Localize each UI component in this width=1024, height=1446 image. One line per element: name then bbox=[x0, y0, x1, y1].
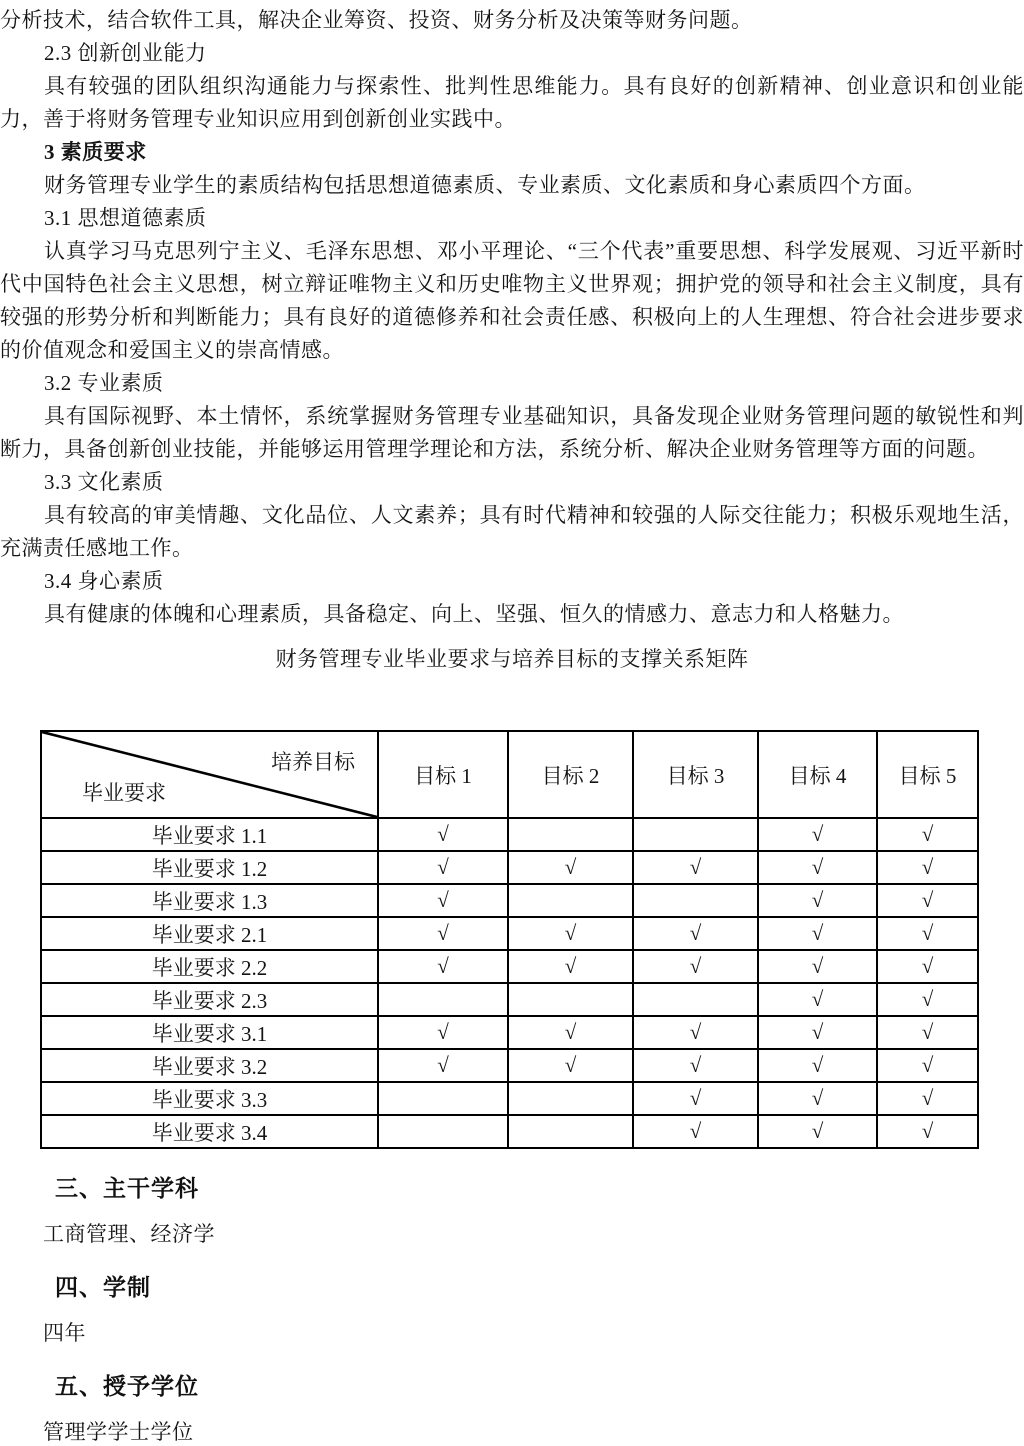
matrix-row-label: 毕业要求 3.1 bbox=[41, 1016, 378, 1049]
matrix-col-header: 目标 1 bbox=[378, 731, 508, 818]
paragraph: 分析技术，结合软件工具，解决企业筹资、投资、财务分析及决策等财务问题。 bbox=[0, 8, 753, 32]
matrix-col-header: 目标 3 bbox=[633, 731, 758, 818]
paragraph: 财务管理专业学生的素质结构包括思想道德素质、专业素质、文化素质和身心素质四个方面。 bbox=[44, 173, 926, 197]
section-body-duration: 四年 bbox=[43, 1321, 86, 1345]
matrix-check-cell: √ bbox=[378, 818, 508, 851]
matrix-check-cell bbox=[378, 1115, 508, 1148]
matrix-check-cell: √ bbox=[508, 851, 633, 884]
section-body-main-disciplines: 工商管理、经济学 bbox=[43, 1222, 215, 1246]
table-row bbox=[41, 1016, 978, 1049]
paragraph: 具有健康的体魄和心理素质，具备稳定、向上、坚强、恒久的情感力、意志力和人格魅力。 bbox=[44, 602, 904, 626]
matrix-check-cell: √ bbox=[633, 950, 758, 983]
section-body-degree: 管理学学士学位 bbox=[43, 1420, 194, 1444]
matrix-check-cell: √ bbox=[877, 983, 978, 1016]
paragraph: 具有较强的团队组织沟通能力与探索性、批判性思维能力。具有良好的创新精神、创业意识和创业能力，善于将财务管理专业知识应用到创新创业实践中。 bbox=[0, 74, 1024, 131]
matrix-row-label: 毕业要求 3.3 bbox=[41, 1082, 378, 1115]
table-row bbox=[41, 851, 978, 884]
subsection-heading-3-4: 3.4 身心素质 bbox=[44, 569, 164, 593]
table-row bbox=[41, 917, 978, 950]
subsection-heading-3-2: 3.2 专业素质 bbox=[44, 371, 164, 395]
paragraph: 具有较高的审美情趣、文化品位、人文素养；具有时代精神和较强的人际交往能力；积极乐观地生活，充满责任感地工作。 bbox=[0, 503, 1024, 560]
matrix-check-cell: √ bbox=[877, 1115, 978, 1148]
paragraph: 具有国际视野、本土情怀，系统掌握财务管理专业基础知识，具备发现企业财务管理问题的敏锐性和判断力，具备创新创业技能，并能够运用管理学理论和方法，系统分析、解决企业财务管理等方面的问题。 bbox=[0, 404, 1024, 461]
matrix-check-cell: √ bbox=[378, 1049, 508, 1082]
subsection-heading-2-3: 2.3 创新创业能力 bbox=[44, 41, 207, 65]
matrix-check-cell bbox=[633, 818, 758, 851]
matrix-check-cell bbox=[508, 983, 633, 1016]
matrix-check-cell: √ bbox=[758, 884, 877, 917]
matrix-check-cell: √ bbox=[378, 1016, 508, 1049]
section-heading-duration: 四、学制 bbox=[55, 1274, 151, 1300]
matrix-check-cell: √ bbox=[877, 851, 978, 884]
matrix-check-cell bbox=[508, 1082, 633, 1115]
paragraph: 认真学习马克思列宁主义、毛泽东思想、邓小平理论、“三个代表”重要思想、科学发展观、习近平新时代中国特色社会主义思想，树立辩证唯物主义和历史唯物主义世界观；拥护党的领导和社会主义制度，具有较强的形势分析和判断能力；具有良好的道德修养和社会责任感、积极向上的人生理想、符合社会进步要求的价值观念和爱国主义的崇高情感。 bbox=[0, 239, 1024, 362]
matrix-check-cell: √ bbox=[508, 1016, 633, 1049]
matrix-check-cell: √ bbox=[508, 917, 633, 950]
matrix-check-cell bbox=[633, 884, 758, 917]
table-row bbox=[41, 983, 978, 1016]
matrix-col-header: 目标 4 bbox=[758, 731, 877, 818]
matrix-check-cell: √ bbox=[877, 1082, 978, 1115]
table-row bbox=[41, 1082, 978, 1115]
matrix-check-cell bbox=[378, 983, 508, 1016]
matrix-col-header: 目标 2 bbox=[508, 731, 633, 818]
matrix-check-cell: √ bbox=[508, 950, 633, 983]
table-row bbox=[41, 818, 978, 851]
table-row bbox=[41, 884, 978, 917]
support-matrix-table bbox=[40, 730, 979, 1149]
matrix-check-cell bbox=[378, 1082, 508, 1115]
matrix-check-cell bbox=[508, 818, 633, 851]
subsection-heading-3-3: 3.3 文化素质 bbox=[44, 470, 164, 494]
section-heading-3: 3 素质要求 bbox=[44, 140, 147, 164]
matrix-corner-cell bbox=[41, 731, 378, 818]
matrix-header-row bbox=[41, 731, 978, 818]
section-heading-main-disciplines: 三、主干学科 bbox=[55, 1175, 199, 1201]
matrix-check-cell: √ bbox=[633, 1082, 758, 1115]
matrix-col-header: 目标 5 bbox=[877, 731, 978, 818]
matrix-check-cell: √ bbox=[877, 917, 978, 950]
matrix-check-cell bbox=[508, 1115, 633, 1148]
matrix-check-cell bbox=[633, 983, 758, 1016]
matrix-row-label: 毕业要求 1.2 bbox=[41, 851, 378, 884]
table-row bbox=[41, 1115, 978, 1148]
matrix-check-cell: √ bbox=[378, 917, 508, 950]
matrix-row-label: 毕业要求 1.3 bbox=[41, 884, 378, 917]
matrix-check-cell: √ bbox=[633, 1049, 758, 1082]
matrix-check-cell: √ bbox=[758, 1115, 877, 1148]
matrix-row-label: 毕业要求 2.2 bbox=[41, 950, 378, 983]
matrix-row-label: 毕业要求 1.1 bbox=[41, 818, 378, 851]
matrix-check-cell: √ bbox=[378, 851, 508, 884]
matrix-check-cell bbox=[508, 884, 633, 917]
matrix-check-cell: √ bbox=[758, 917, 877, 950]
matrix-check-cell: √ bbox=[877, 1016, 978, 1049]
matrix-check-cell: √ bbox=[633, 917, 758, 950]
matrix-row-label: 毕业要求 2.1 bbox=[41, 917, 378, 950]
table-row bbox=[41, 1049, 978, 1082]
matrix-check-cell: √ bbox=[758, 950, 877, 983]
matrix-check-cell: √ bbox=[877, 884, 978, 917]
matrix-check-cell: √ bbox=[758, 1082, 877, 1115]
matrix-row-label: 毕业要求 2.3 bbox=[41, 983, 378, 1016]
matrix-check-cell: √ bbox=[758, 851, 877, 884]
matrix-check-cell: √ bbox=[877, 950, 978, 983]
section-heading-degree: 五、授予学位 bbox=[55, 1373, 199, 1399]
matrix-row-label: 毕业要求 3.2 bbox=[41, 1049, 378, 1082]
matrix-check-cell: √ bbox=[877, 1049, 978, 1082]
matrix-check-cell: √ bbox=[758, 1016, 877, 1049]
matrix-check-cell: √ bbox=[877, 818, 978, 851]
corner-label-requirements: 毕业要求 bbox=[82, 781, 166, 805]
matrix-check-cell: √ bbox=[633, 1016, 758, 1049]
subsection-heading-3-1: 3.1 思想道德素质 bbox=[44, 206, 207, 230]
table-row bbox=[41, 950, 978, 983]
matrix-check-cell: √ bbox=[758, 983, 877, 1016]
matrix-row-label: 毕业要求 3.4 bbox=[41, 1115, 378, 1148]
matrix-check-cell: √ bbox=[758, 818, 877, 851]
matrix-check-cell: √ bbox=[633, 1115, 758, 1148]
matrix-table-title: 财务管理专业毕业要求与培养目标的支撑关系矩阵 bbox=[275, 647, 749, 671]
matrix-check-cell: √ bbox=[378, 884, 508, 917]
corner-label-goals: 培养目标 bbox=[271, 750, 355, 774]
matrix-check-cell: √ bbox=[378, 950, 508, 983]
matrix-check-cell: √ bbox=[758, 1049, 877, 1082]
matrix-check-cell: √ bbox=[633, 851, 758, 884]
matrix-check-cell: √ bbox=[508, 1049, 633, 1082]
